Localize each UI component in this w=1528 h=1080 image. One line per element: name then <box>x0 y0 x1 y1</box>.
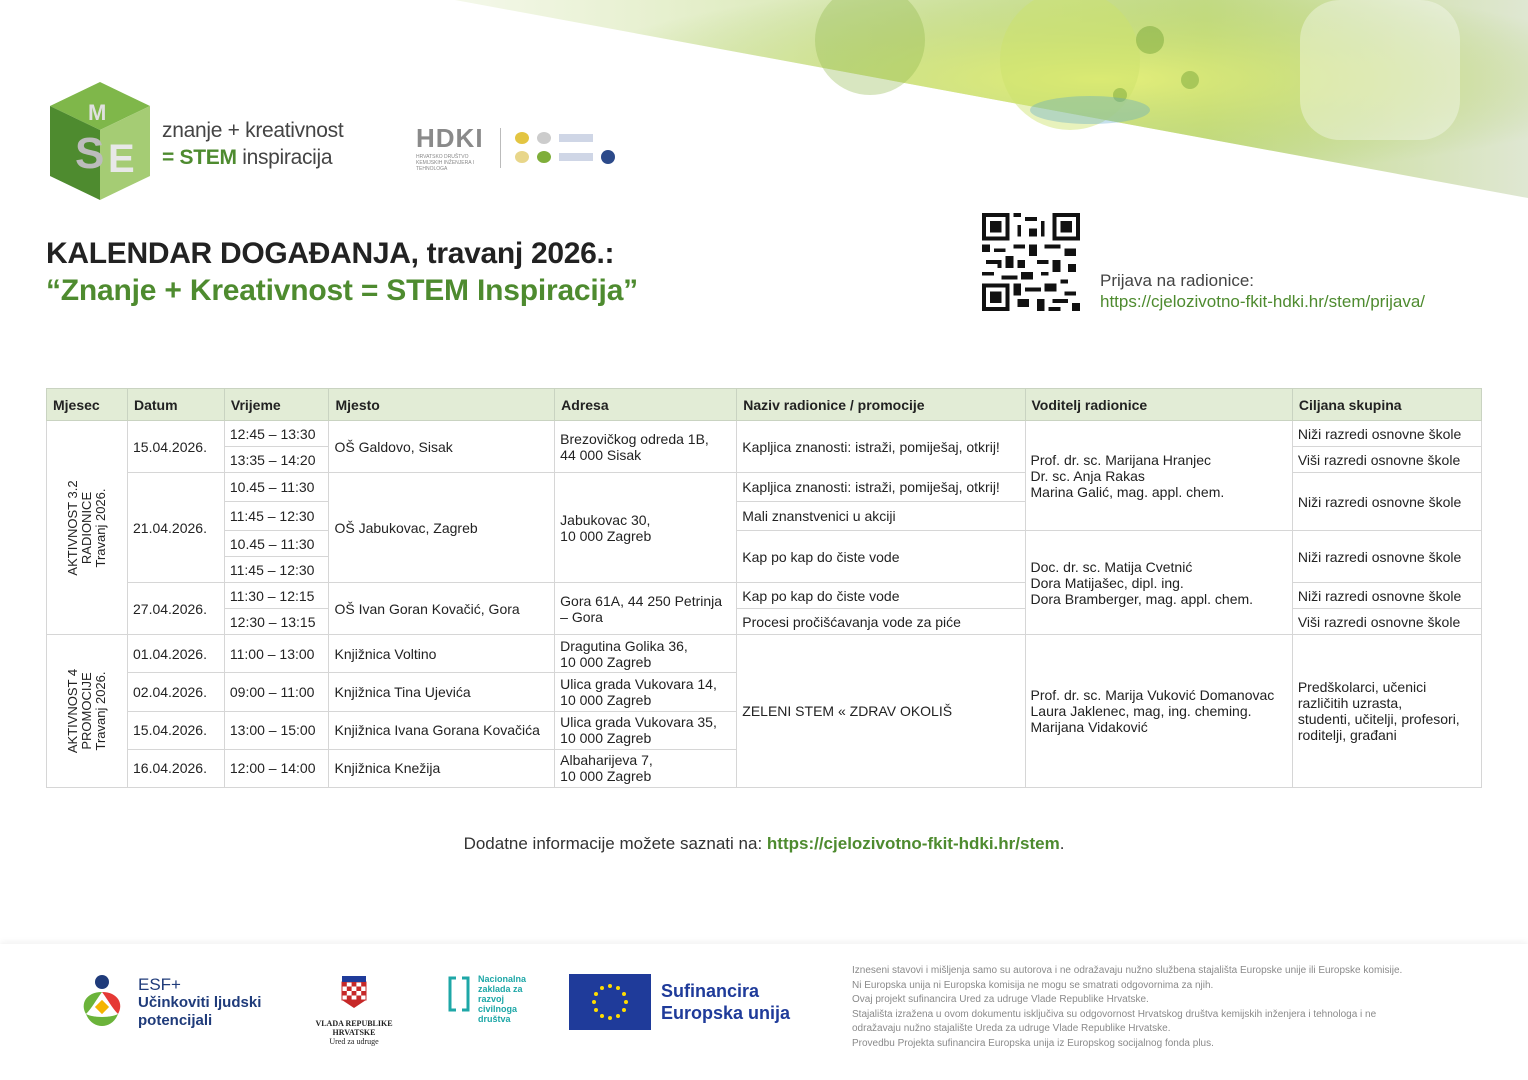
header-mjesec: Mjesec <box>47 389 128 421</box>
croatian-coat-of-arms-icon <box>340 974 368 1010</box>
time-cell: 09:00 – 11:00 <box>224 673 329 711</box>
time-cell: 12:30 – 13:15 <box>224 609 329 635</box>
eu-logo <box>569 974 790 1030</box>
zaklada-bracket-icon <box>446 974 472 1014</box>
svg-text:E: E <box>108 137 135 181</box>
time-cell: 13:35 – 14:20 <box>224 447 329 473</box>
signup-link[interactable]: https://cjelozivotno-fkit-hdki.hr/stem/prijava/ <box>1100 292 1426 311</box>
disclaimer-line: Ovaj projekt sufinancira Ured za udruge Vlade Republike Hrvatske. <box>852 994 1149 1005</box>
leader-cell: Prof. dr. sc. Marija Vuković Domanovac Laura Jaklenec, mag, ing. cheming. Marijana Vidaković <box>1025 635 1292 788</box>
group-activity-4 <box>47 635 128 788</box>
workshop-cell: Mali znanstvenici u akciji <box>737 502 1025 531</box>
esf-flower-icon <box>76 974 128 1032</box>
target-cell: Viši razredi osnovne škole <box>1292 447 1481 473</box>
workshop-cell: Kap po kap do čiste vode <box>737 583 1025 609</box>
qr-code-icon[interactable] <box>982 213 1080 311</box>
group-label: AKTIVNOST 3.2 RADIONICE Travanj 2026. <box>65 479 108 576</box>
more-info-end: . <box>1059 834 1065 853</box>
disclaimer-line: Ni Europska unija ni Europska komisija ne mogu se smatrati odgovornima za njih. <box>852 979 1214 991</box>
leader-cell: Prof. dr. sc. Marijana Hranjec Dr. sc. Anja Rakas Marina Galić, mag. appl. chem. <box>1025 421 1292 531</box>
more-info-link[interactable]: https://cjelozivotno-fkit-hdki.hr/stem <box>766 834 1060 853</box>
eu-line2: Europska unija <box>661 1003 791 1023</box>
workshop-cell: Kapljica znanosti: istraži, pomiješaj, otkrij! <box>737 421 1025 473</box>
header-vrijeme: Vrijeme <box>224 389 329 421</box>
date-cell: 21.04.2026. <box>128 473 225 583</box>
partner-logo-icon <box>537 151 551 163</box>
tagline-rest: inspiracija <box>242 146 333 169</box>
address-cell: Jabukovac 30, 10 000 Zagreb <box>555 473 737 583</box>
svg-text:S: S <box>75 129 105 178</box>
partner-logo-icon <box>537 132 551 144</box>
tagline-eq: = <box>162 146 174 169</box>
events-table <box>46 388 1482 788</box>
place-cell: Knjižnica Knežija <box>329 749 555 787</box>
header-adresa: Adresa <box>555 389 737 421</box>
table-row <box>47 531 1482 557</box>
hdki-logo <box>416 124 496 172</box>
esf-title: ESF+ <box>138 975 181 994</box>
date-cell: 01.04.2026. <box>128 635 225 673</box>
time-cell: 11:00 – 13:00 <box>224 635 329 673</box>
disclaimer-line: odražavaju nužno stajalište Ureda za udruge Vlade Republike Hrvatske. <box>852 1023 1171 1034</box>
eu-flag-icon <box>569 974 651 1030</box>
header-ciljana: Ciljana skupina <box>1292 389 1481 421</box>
partner-logo-icon <box>601 150 615 164</box>
target-cell: Viši razredi osnovne škole <box>1292 609 1481 635</box>
header-datum: Datum <box>128 389 225 421</box>
workshop-cell: Kap po kap do čiste vode <box>737 531 1025 583</box>
target-cell: Niži razredi osnovne škole <box>1292 531 1481 583</box>
partner-minilogos <box>515 132 615 164</box>
title-line2: “Znanje + Kreativnost = STEM Inspiracija” <box>46 274 638 307</box>
address-cell: Ulica grada Vukovara 14, 10 000 Zagreb <box>555 673 737 711</box>
tagline-stem: STEM <box>179 146 237 169</box>
date-cell: 15.04.2026. <box>128 711 225 749</box>
hdki-wordmark: HDKI <box>416 123 484 153</box>
target-cell: Niži razredi osnovne škole <box>1292 473 1481 531</box>
group-activity-3-2 <box>47 421 128 635</box>
target-cell: Niži razredi osnovne škole <box>1292 421 1481 447</box>
header-voditelj: Voditelj radionice <box>1025 389 1292 421</box>
partner-logo-icon <box>515 132 529 144</box>
partner-divider <box>500 128 501 168</box>
esf-line2: Učinkoviti ljudski <box>138 994 262 1011</box>
vlada-name: VLADA REPUBLIKE HRVATSKE <box>315 1019 393 1037</box>
eu-line1: Sufinancira <box>661 981 760 1001</box>
vlada-sub: Ured za udruge <box>329 1037 379 1046</box>
title-line1: KALENDAR DOGAĐANJA, travanj 2026.: <box>46 237 615 270</box>
place-cell: OŠ Galdovo, Sisak <box>329 421 555 473</box>
header-mjesto: Mjesto <box>329 389 555 421</box>
date-cell: 16.04.2026. <box>128 749 225 787</box>
stem-logo <box>46 80 154 202</box>
date-cell: 15.04.2026. <box>128 421 225 473</box>
group-label: AKTIVNOST 4 PROMOCIJE Travanj 2026. <box>65 668 108 754</box>
place-cell: Knjižnica Tina Ujevića <box>329 673 555 711</box>
address-cell: Gora 61A, 44 250 Petrinja – Gora <box>555 583 737 635</box>
workshop-cell: Kapljica znanosti: istraži, pomiješaj, otkrij! <box>737 473 1025 502</box>
time-cell: 13:00 – 15:00 <box>224 711 329 749</box>
more-info-label: Dodatne informacije možete saznati na: <box>463 834 763 853</box>
partner-logos <box>416 124 615 172</box>
address-cell: Dragutina Golika 36, 10 000 Zagreb <box>555 635 737 673</box>
table-header-row <box>47 389 1482 421</box>
time-cell: 12:45 – 13:30 <box>224 421 329 447</box>
tagline-line2 <box>162 144 343 171</box>
time-cell: 11:45 – 12:30 <box>224 557 329 583</box>
place-cell: Knjižnica Ivana Gorana Kovačića <box>329 711 555 749</box>
signup-label: Prijava na radionice: <box>1100 271 1255 290</box>
workshop-cell: Procesi pročišćavanja vode za piće <box>737 609 1025 635</box>
place-cell: Knjižnica Voltino <box>329 635 555 673</box>
disclaimer-line: Stajališta izražena u ovom dokumentu isključiva su odgovornost Hrvatskog društva kemijskih inženjera i tehnologa i ne <box>852 1008 1377 1020</box>
hdki-subtitle: HRVATSKO DRUŠTVO KEMIJSKIH INŽENJERA I TEHNOLOGA <box>416 154 475 172</box>
disclaimer-line: Provedbu Projekta sufinancira Europska unija iz Europskog socijalnog fonda plus. <box>852 1037 1214 1049</box>
page-title <box>46 236 638 310</box>
table-row <box>47 635 1482 673</box>
vlada-logo <box>294 974 414 1046</box>
leader-cell: Doc. dr. sc. Matija Cvetnić Dora Matijašec, dipl. ing. Dora Bramberger, mag. appl. chem. <box>1025 531 1292 635</box>
address-cell: Albaharijeva 7, 10 000 Zagreb <box>555 749 737 787</box>
esf-logo <box>76 974 261 1032</box>
header-naziv: Naziv radionice / promocije <box>737 389 1025 421</box>
zaklada-name: Nacionalna zaklada za razvoj civilnoga društva <box>478 974 527 1024</box>
tagline-line1: znanje + kreativnost <box>162 119 344 142</box>
disclaimer <box>852 964 1492 1051</box>
svg-text:M: M <box>88 100 107 125</box>
place-cell: OŠ Ivan Goran Kovačić, Gora <box>329 583 555 635</box>
time-cell: 10.45 – 11:30 <box>224 473 329 502</box>
disclaimer-line: Izneseni stavovi i mišljenja samo su autorova i ne odražavaju nužno službena stajališta Europske unije ili Europske komisije. <box>852 965 1403 976</box>
table-row <box>47 421 1482 447</box>
zaklada-logo <box>446 974 538 1024</box>
esf-line3: potencijali <box>138 1012 213 1029</box>
partner-logo-icon <box>559 153 593 161</box>
partner-logo-icon <box>559 134 593 142</box>
time-cell: 11:30 – 12:15 <box>224 583 329 609</box>
footer <box>0 944 1528 1080</box>
tagline <box>162 117 343 171</box>
partner-logo-icon <box>515 151 529 163</box>
target-cell: Predškolarci, učenici različitih uzrasta, studenti, učitelji, profesori, roditelji, građani <box>1292 635 1481 788</box>
more-info <box>0 834 1528 854</box>
date-cell: 27.04.2026. <box>128 583 225 635</box>
time-cell: 11:45 – 12:30 <box>224 502 329 531</box>
address-cell: Ulica grada Vukovara 35, 10 000 Zagreb <box>555 711 737 749</box>
place-cell: OŠ Jabukovac, Zagreb <box>329 473 555 583</box>
address-cell: Brezovičkog odreda 1B, 44 000 Sisak <box>555 421 737 473</box>
date-cell: 02.04.2026. <box>128 673 225 711</box>
signup-info <box>1100 270 1425 312</box>
time-cell: 10.45 – 11:30 <box>224 531 329 557</box>
target-cell: Niži razredi osnovne škole <box>1292 583 1481 609</box>
time-cell: 12:00 – 14:00 <box>224 749 329 787</box>
workshop-cell: ZELENI STEM « ZDRAV OKOLIŠ <box>737 635 1025 788</box>
